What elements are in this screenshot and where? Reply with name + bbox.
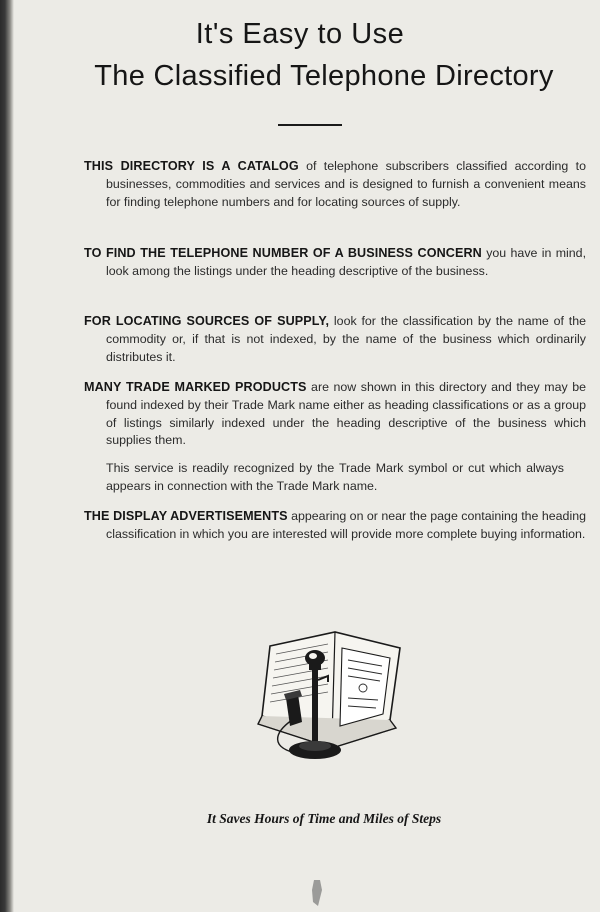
paragraph-sources-of-supply <box>84 313 586 366</box>
ink-smudge <box>310 880 324 906</box>
paragraph-lead: MANY TRADE MARKED PRODUCTS <box>84 380 307 394</box>
title-divider <box>278 124 342 126</box>
paragraph-lead: THE DISPLAY ADVERTISEMENTS <box>84 509 288 523</box>
paragraph-lead: FOR LOCATING SOURCES OF SUPPLY, <box>84 314 330 328</box>
candlestick-telephone-and-directory-icon <box>240 624 420 764</box>
paragraph-lead: TO FIND THE TELEPHONE NUMBER OF A BUSINESS CONCERN <box>84 246 482 260</box>
paragraph-text: appearing on or near the page containing the heading classification in which you are interested will provide more complete buying information. <box>106 509 586 541</box>
paragraph-text: look for the classification by the name of the commodity or, if that is not indexed, by the name of the business which ordinarily distributes it. <box>106 314 586 364</box>
paragraph-text: you have in mind, look among the listings under the heading descriptive of the business. <box>106 246 587 278</box>
paragraph-text: of telephone subscribers classified according to businesses, commodities and services and is designed to furnish a convenient means for finding telephone numbers and for locating sources of supply. <box>106 159 587 209</box>
page-title-line2: The Classified Telephone Directory <box>94 60 554 92</box>
paragraph-find-number <box>84 245 586 281</box>
page-title-line1: It's Easy to Use <box>195 18 405 50</box>
paragraph-trade-mark-symbol <box>106 460 564 496</box>
paragraph-lead: THIS DIRECTORY IS A CATALOG <box>84 159 299 173</box>
paragraph-display-advertisements <box>84 508 586 544</box>
paragraph-text: This service is readily recognized by the Trade Mark symbol or cut which always appears in connection with the Trade Mark name. <box>106 461 564 493</box>
paragraph-catalog <box>84 158 586 211</box>
paragraph-text: are now shown in this directory and they may be found indexed by their Trade Mark name either as heading classifications or as a group of listings similarly indexed under the heading descriptive of the business which supplies them. <box>106 380 586 448</box>
paragraph-trade-marked-products <box>84 379 586 450</box>
illustration-caption: It Saves Hours of Time and Miles of Steps <box>206 811 442 826</box>
